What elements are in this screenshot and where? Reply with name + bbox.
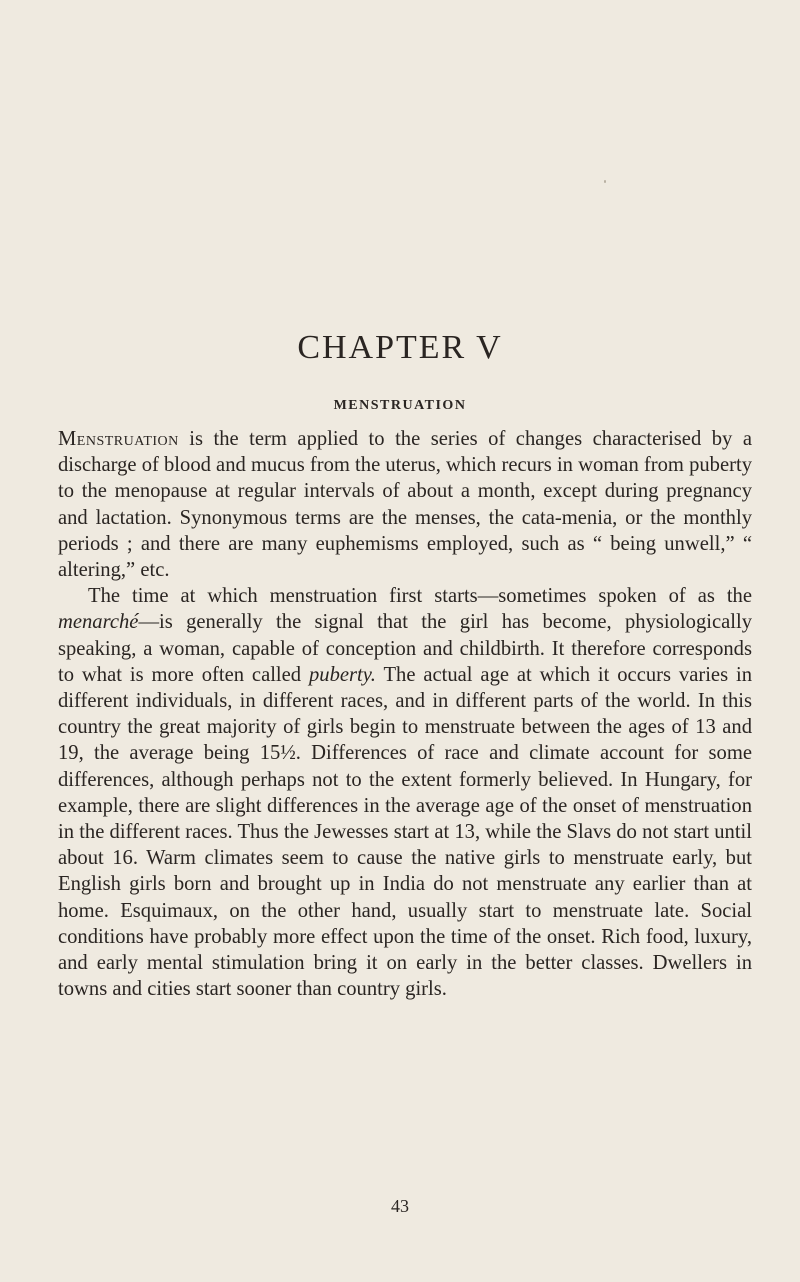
paragraph-text: The time at which menstruation first starts—sometimes spoken of as the bbox=[88, 585, 752, 608]
body-text bbox=[58, 426, 752, 1002]
paragraph-lead-word: Menstruation bbox=[58, 428, 179, 450]
paragraph-1 bbox=[58, 426, 752, 583]
paper-speck bbox=[604, 180, 606, 183]
paragraph-text: is the term applied to the series of changes characterised by a discharge of blood and mucus from the uterus, which recurs in woman from puberty to the menopause at regular intervals of about a month, except during pregnancy and lactation. Synonymous terms are the menses, the cata-menia, or the monthly periods ; and there are many euphemisms employed, such as “ being unwell,” “ altering,” etc. bbox=[58, 428, 752, 582]
page-number: 43 bbox=[391, 1196, 409, 1216]
italic-term-puberty: puberty. bbox=[309, 663, 376, 686]
paragraph-2 bbox=[58, 583, 752, 1002]
chapter-heading: CHAPTER V bbox=[297, 329, 503, 366]
italic-term-menarche: menarché bbox=[58, 611, 139, 634]
chapter-subtitle: MENSTRUATION bbox=[333, 398, 467, 413]
paragraph-text: —is generally the signal that the girl has become, physiologically speaking, a woman, capable of conception and childbirth. It therefore corresponds to what is more often called bbox=[58, 611, 752, 686]
paragraph-text: The actual age at which it occurs varies in different individuals, in different races, and in different parts of the world. In this country the great majority of girls begin to menstruate between the ages of 13 and 19, the average being 15½. Differences of race and climate account for some differences, although perhaps not to the extent formerly believed. In Hungary, for example, there are slight differences in the average age of the onset of menstruation in the different races. Thus the Jewesses start at 13, while the Slavs do not start until about 16. Warm climates seem to cause the native girls to menstruate early, but English girls born and brought up in India do not menstruate any earlier than at home. Esquimaux, on the other hand, usually start to menstruate late. Social conditions have probably more effect upon the time of the onset. Rich food, luxury, and early mental stimulation bring it on early in the better classes. Dwellers in towns and cities start sooner than country girls. bbox=[58, 663, 752, 1001]
